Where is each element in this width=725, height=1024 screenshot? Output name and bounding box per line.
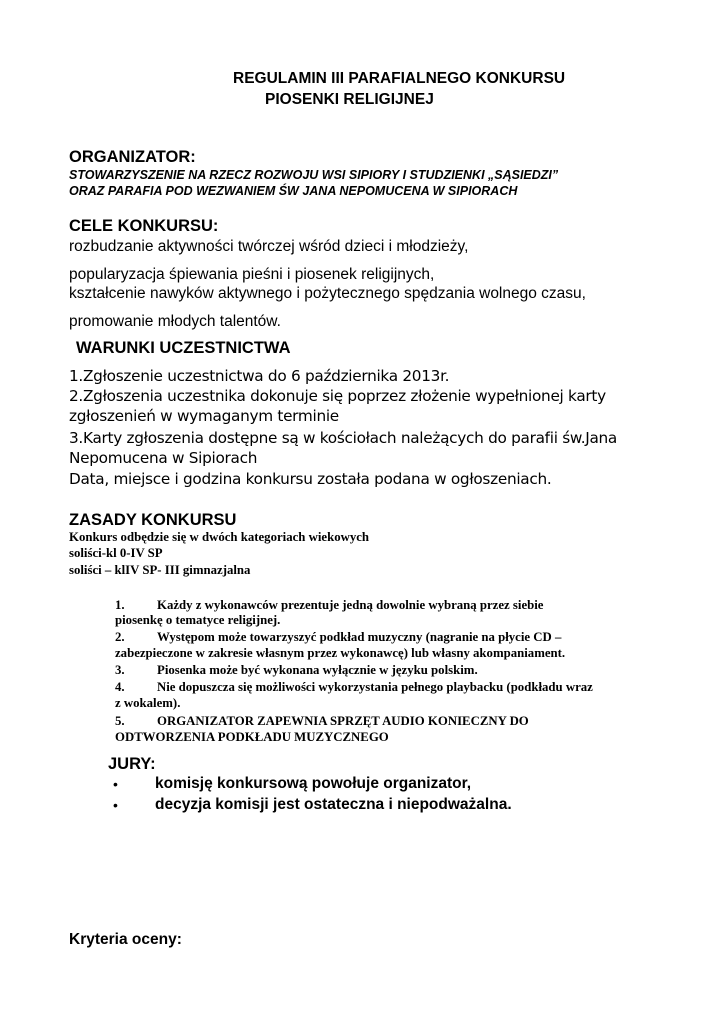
rules-heading: ZASADY KONKURSU (69, 511, 237, 529)
rule-text: Każdy z wykonawców prezentuje jedną dowolnie wybraną przez siebie (157, 598, 544, 612)
rule-item-5-continuation: ODTWORZENIA PODKŁADU MUZYCZNEGO (115, 730, 389, 744)
rule-item-1-continuation: piosenkę o tematyce religijnej. (115, 613, 281, 627)
condition-line: 3.Karty zgłoszenia dostępne są w kościołach należących do parafii św.Jana (69, 429, 618, 447)
conditions-heading: WARUNKI UCZESTNICTWA (76, 339, 291, 357)
rule-item-3 (115, 663, 478, 678)
rules-intro-line: soliści-kl 0-IV SP (69, 546, 163, 560)
condition-line: Data, miejsce i godzina konkursu została podana w ogłoszeniach. (69, 470, 552, 488)
rule-text: Piosenka może być wykonana wyłącznie w języku polskim. (157, 663, 478, 677)
jury-item: komisję konkursową powołuje organizator, (155, 775, 472, 792)
document-title-line-1: REGULAMIN III PARAFIALNEGO KONKURSU (233, 70, 566, 87)
rules-intro-line: Konkurs odbędzie się w dwóch kategoriach wiekowych (69, 530, 370, 544)
goal-item: popularyzacja śpiewania pieśni i piosenek religijnych, (69, 266, 435, 283)
rule-item-2 (115, 630, 561, 645)
goal-item: rozbudzanie aktywności twórczej wśród dzieci i młodzieży, (69, 238, 469, 255)
rule-item-4 (115, 680, 593, 695)
rule-text: ORGANIZATOR ZAPEWNIA SPRZĘT AUDIO KONIECZNY DO (157, 714, 529, 728)
rule-item-4-continuation: z wokalem). (115, 696, 181, 710)
rule-item-5 (115, 714, 529, 729)
organizer-line-2: ORAZ PARAFIA POD WEZWANIEM ŚW JANA NEPOMUCENA W SIPIORACH (69, 184, 518, 198)
jury-item: decyzja komisji jest ostateczna i niepodważalna. (155, 796, 512, 813)
condition-line: zgłoszenień w wymaganym terminie (69, 407, 339, 425)
goal-item: kształcenie nawyków aktywnego i pożytecznego spędzania wolnego czasu, (69, 285, 586, 302)
rule-number: 4. (115, 680, 125, 694)
rule-text: Nie dopuszcza się możliwości wykorzystania pełnego playbacku (podkładu wraz (157, 680, 593, 694)
document-title-line-2: PIOSENKI RELIGIJNEJ (265, 91, 434, 108)
rule-item-1 (115, 598, 544, 613)
bullet-icon: • (113, 776, 118, 792)
organizer-line-1: STOWARZYSZENIE NA RZECZ ROZWOJU WSI SIPIORY I STUDZIENKI „SĄSIEDZI” (69, 168, 559, 182)
rule-number: 5. (115, 714, 125, 728)
bullet-icon: • (113, 797, 118, 813)
criteria-heading: Kryteria oceny: (69, 931, 182, 948)
condition-line: 1.Zgłoszenie uczestnictwa do 6 października 2013r. (69, 367, 450, 385)
rule-item-2-continuation: zabezpieczone w zakresie własnym przez wykonawcę) lub własny akompaniament. (115, 646, 566, 660)
goal-item: promowanie młodych talentów. (69, 313, 281, 330)
rules-intro-line: soliści – klIV SP- III gimnazjalna (69, 563, 251, 577)
jury-heading: JURY: (108, 755, 156, 773)
condition-line: Nepomucena w Sipiorach (69, 449, 258, 467)
rule-number: 1. (115, 598, 125, 612)
condition-line: 2.Zgłoszenia uczestnika dokonuje się poprzez złożenie wypełnionej karty (69, 387, 606, 405)
organizer-heading: ORGANIZATOR: (69, 148, 196, 166)
rule-text: Występom może towarzyszyć podkład muzyczny (nagranie na płycie CD – (157, 630, 562, 644)
rule-number: 2. (115, 630, 125, 644)
rule-number: 3. (115, 663, 125, 677)
goals-heading: CELE KONKURSU: (69, 217, 219, 235)
